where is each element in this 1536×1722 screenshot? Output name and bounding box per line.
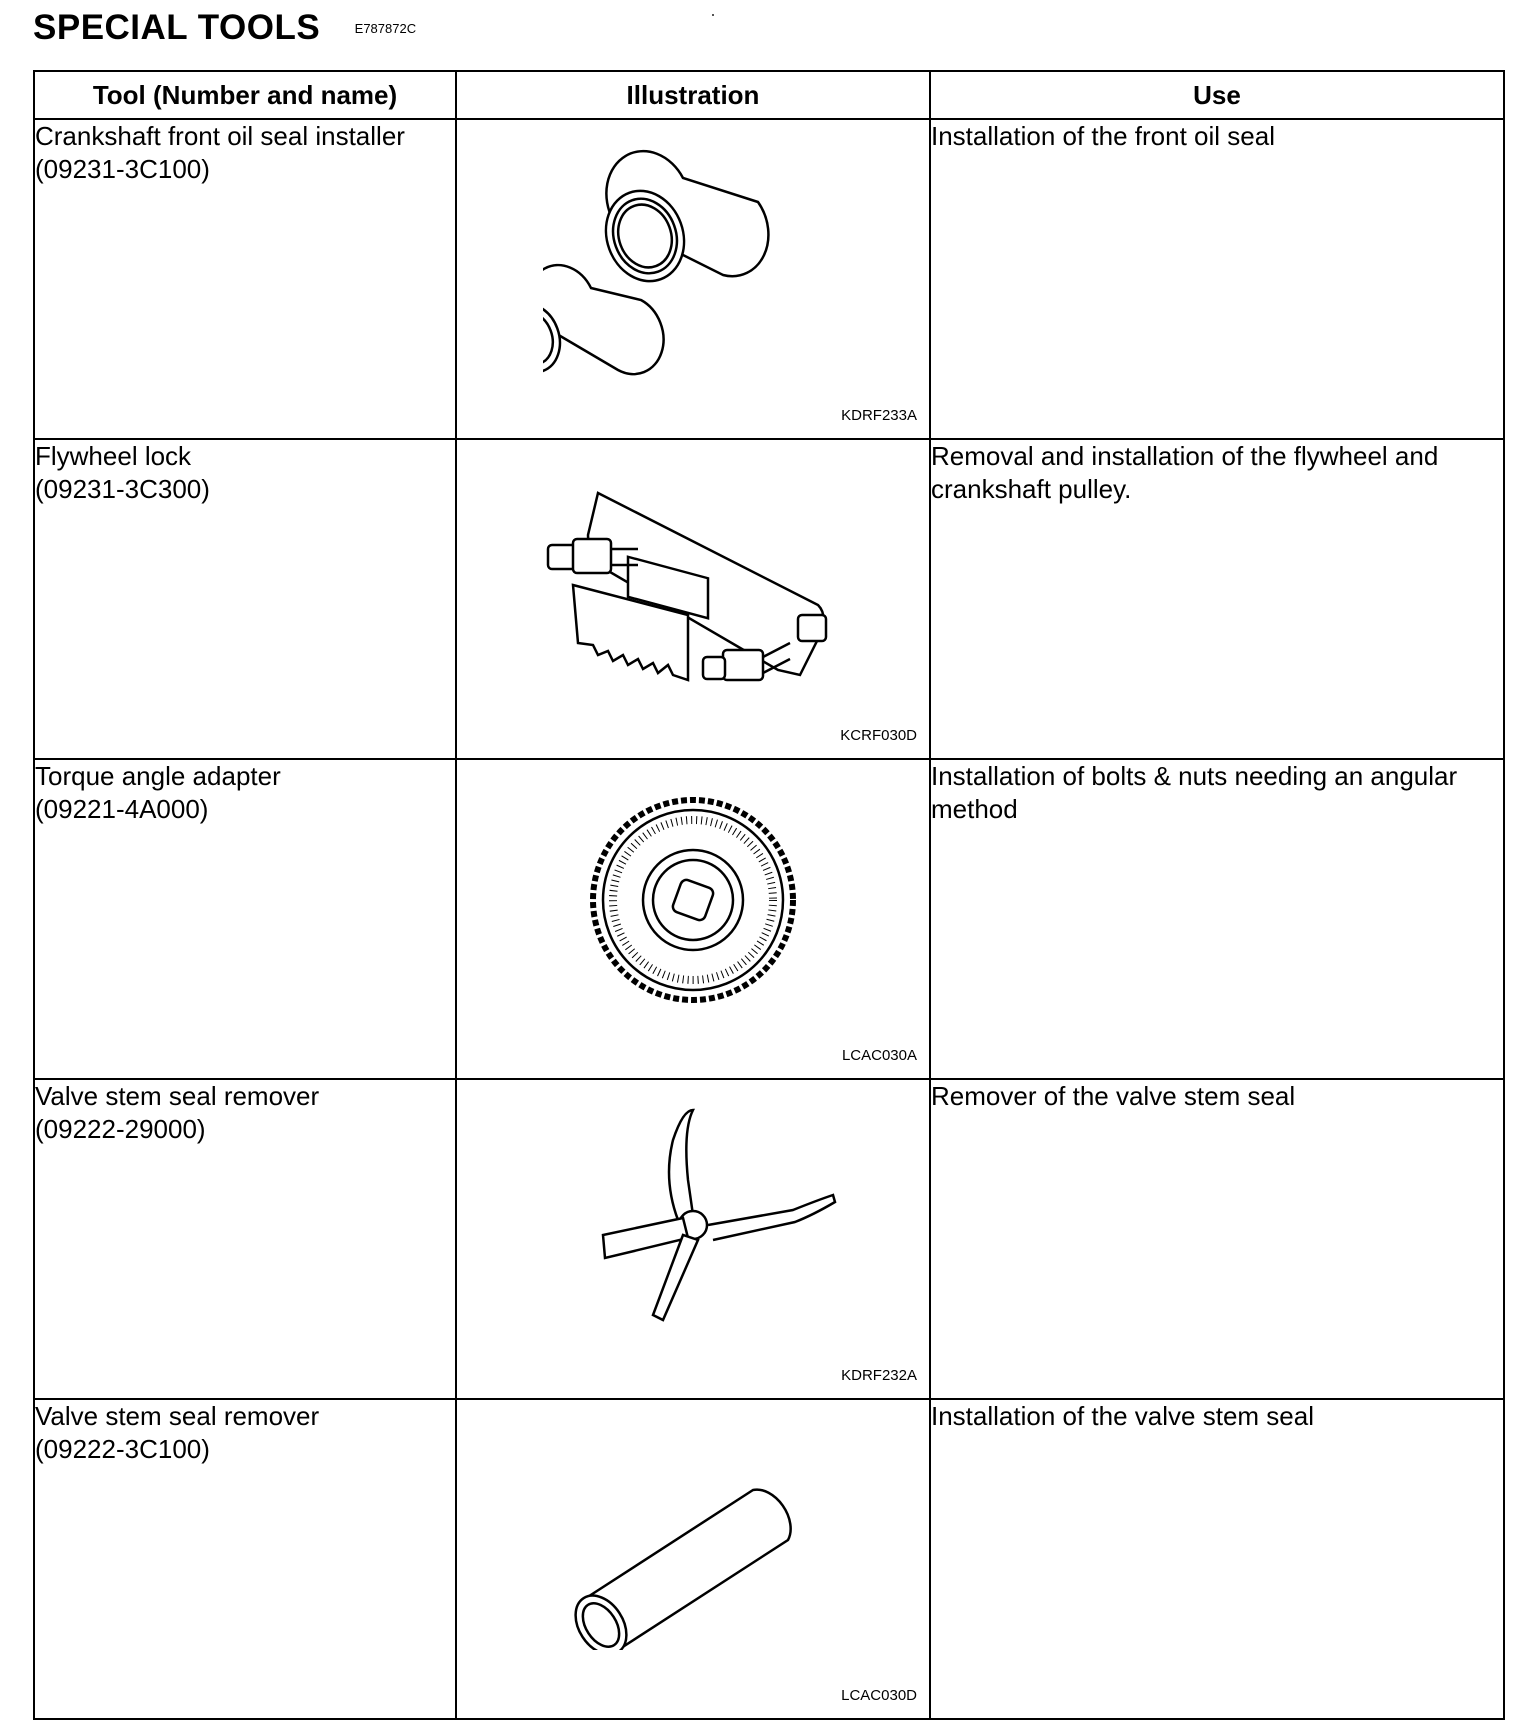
illustration-code: KCRF030D [840, 727, 917, 744]
tool-use: Installation of the valve stem seal [930, 1399, 1504, 1719]
tool-name-cell [34, 119, 456, 439]
special-tools-table [33, 70, 1505, 1720]
table-header-row [34, 71, 1504, 119]
valve-stem-seal-installer-tube-illustration [563, 1450, 823, 1650]
tool-use: Installation of the front oil seal [930, 119, 1504, 439]
illustration-cell [456, 439, 930, 759]
table-row [34, 119, 1504, 439]
illustration-cell [456, 1079, 930, 1399]
column-header-illustration: Illustration [456, 71, 930, 119]
flywheel-lock-illustration [528, 475, 858, 685]
valve-stem-seal-remover-pliers-illustration [543, 1100, 843, 1340]
table-row [34, 439, 1504, 759]
illustration-code: KDRF233A [841, 407, 917, 424]
page-header [33, 8, 416, 48]
tool-use: Removal and installation of the flywheel and crankshaft pulley. [930, 439, 1504, 759]
table-row [34, 759, 1504, 1079]
tool-number: (09231-3C300) [35, 474, 210, 504]
illustration-code: LCAC030A [841, 1047, 917, 1064]
tool-number: (09222-29000) [35, 1114, 206, 1144]
document-code: E787872C [354, 20, 417, 36]
column-header-use: Use [930, 71, 1504, 119]
tool-name: Valve stem seal remover [35, 1081, 320, 1111]
illustration-cell [456, 119, 930, 439]
illustration-cell [456, 759, 930, 1079]
tool-number: (09222-3C100) [35, 1434, 210, 1464]
column-header-tool: Tool (Number and name) [34, 71, 456, 119]
illustration-code: KDRF232A [841, 1367, 917, 1384]
tool-name-cell [34, 439, 456, 759]
illustration-cell [456, 1399, 930, 1719]
tool-number: (09221-4A000) [35, 794, 209, 824]
tool-name: Flywheel lock [35, 441, 192, 471]
tool-name-cell [34, 759, 456, 1079]
illustration-code: LCAC030D [841, 1687, 917, 1704]
table-row [34, 1399, 1504, 1719]
tool-use: Installation of bolts & nuts needing an angular method [930, 759, 1504, 1079]
tool-number: (09231-3C100) [35, 154, 210, 184]
tool-name-cell [34, 1079, 456, 1399]
table-row [34, 1079, 1504, 1399]
oil-seal-installer-illustration [543, 140, 843, 400]
tool-name: Valve stem seal remover [35, 1401, 320, 1431]
torque-angle-adapter-illustration [583, 790, 803, 1010]
tool-name: Torque angle adapter [35, 761, 281, 791]
page-title: SPECIAL TOOLS [33, 8, 321, 47]
tool-use: Remover of the valve stem seal [930, 1079, 1504, 1399]
speck [712, 14, 714, 16]
tool-name: Crankshaft front oil seal installer [35, 121, 405, 151]
tool-name-cell [34, 1399, 456, 1719]
